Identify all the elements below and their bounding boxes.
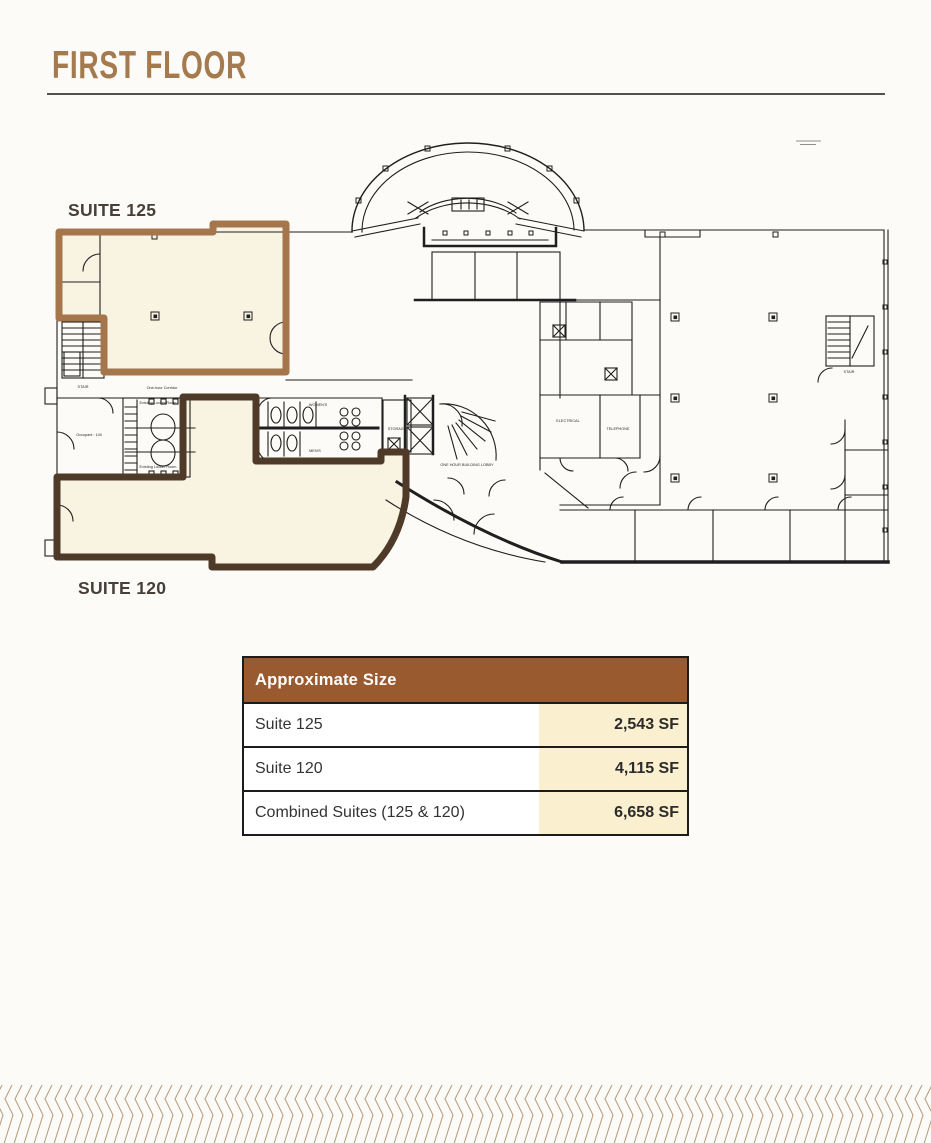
suite-name-cell: Suite 125 [244,704,539,746]
room-label: One-hour Corridor [146,386,178,390]
rotunda-outer-wall [352,143,584,232]
column-marker [671,474,679,482]
column-marker [769,394,777,402]
page-title: FIRST FLOOR [52,44,248,87]
table-row [244,702,687,746]
size-table-header: Approximate Size [244,658,687,702]
suite-125-area [59,224,286,372]
tiny-note-mark [796,141,821,145]
approximate-size-table [242,656,689,836]
chevron-pattern [0,1085,931,1143]
room-label: Existing Locker Room [139,465,177,469]
room-label: STAIR [843,370,855,374]
column-marker [671,313,679,321]
room-label: ELECTRICAL [556,419,580,423]
room-label: Occupant : 140 [76,433,102,437]
room-label: TELEPHONE [606,427,630,431]
suite-name-cell: Combined Suites (125 & 120) [244,792,539,834]
suite-125-label: SUITE 125 [68,200,157,220]
column-marker [769,313,777,321]
room-label: STAIR [77,385,89,389]
suite-120-area [57,397,406,567]
room-label: WOMEN'S [308,403,328,407]
suite-120-label: SUITE 120 [78,578,167,598]
room-label: Existing Locker Room [139,401,177,405]
column-marker [769,474,777,482]
table-row [244,790,687,834]
room-label: ONE HOUR BUILDING LOBBY [440,463,494,467]
table-row [244,746,687,790]
size-value: 6,658 SF [539,792,687,834]
column-marker [671,394,679,402]
room-label: STORAGE [387,427,407,431]
size-value: 4,115 SF [539,748,687,790]
suite-name-cell: Suite 120 [244,748,539,790]
size-value: 2,543 SF [539,704,687,746]
room-label: MEN'S [309,449,321,453]
